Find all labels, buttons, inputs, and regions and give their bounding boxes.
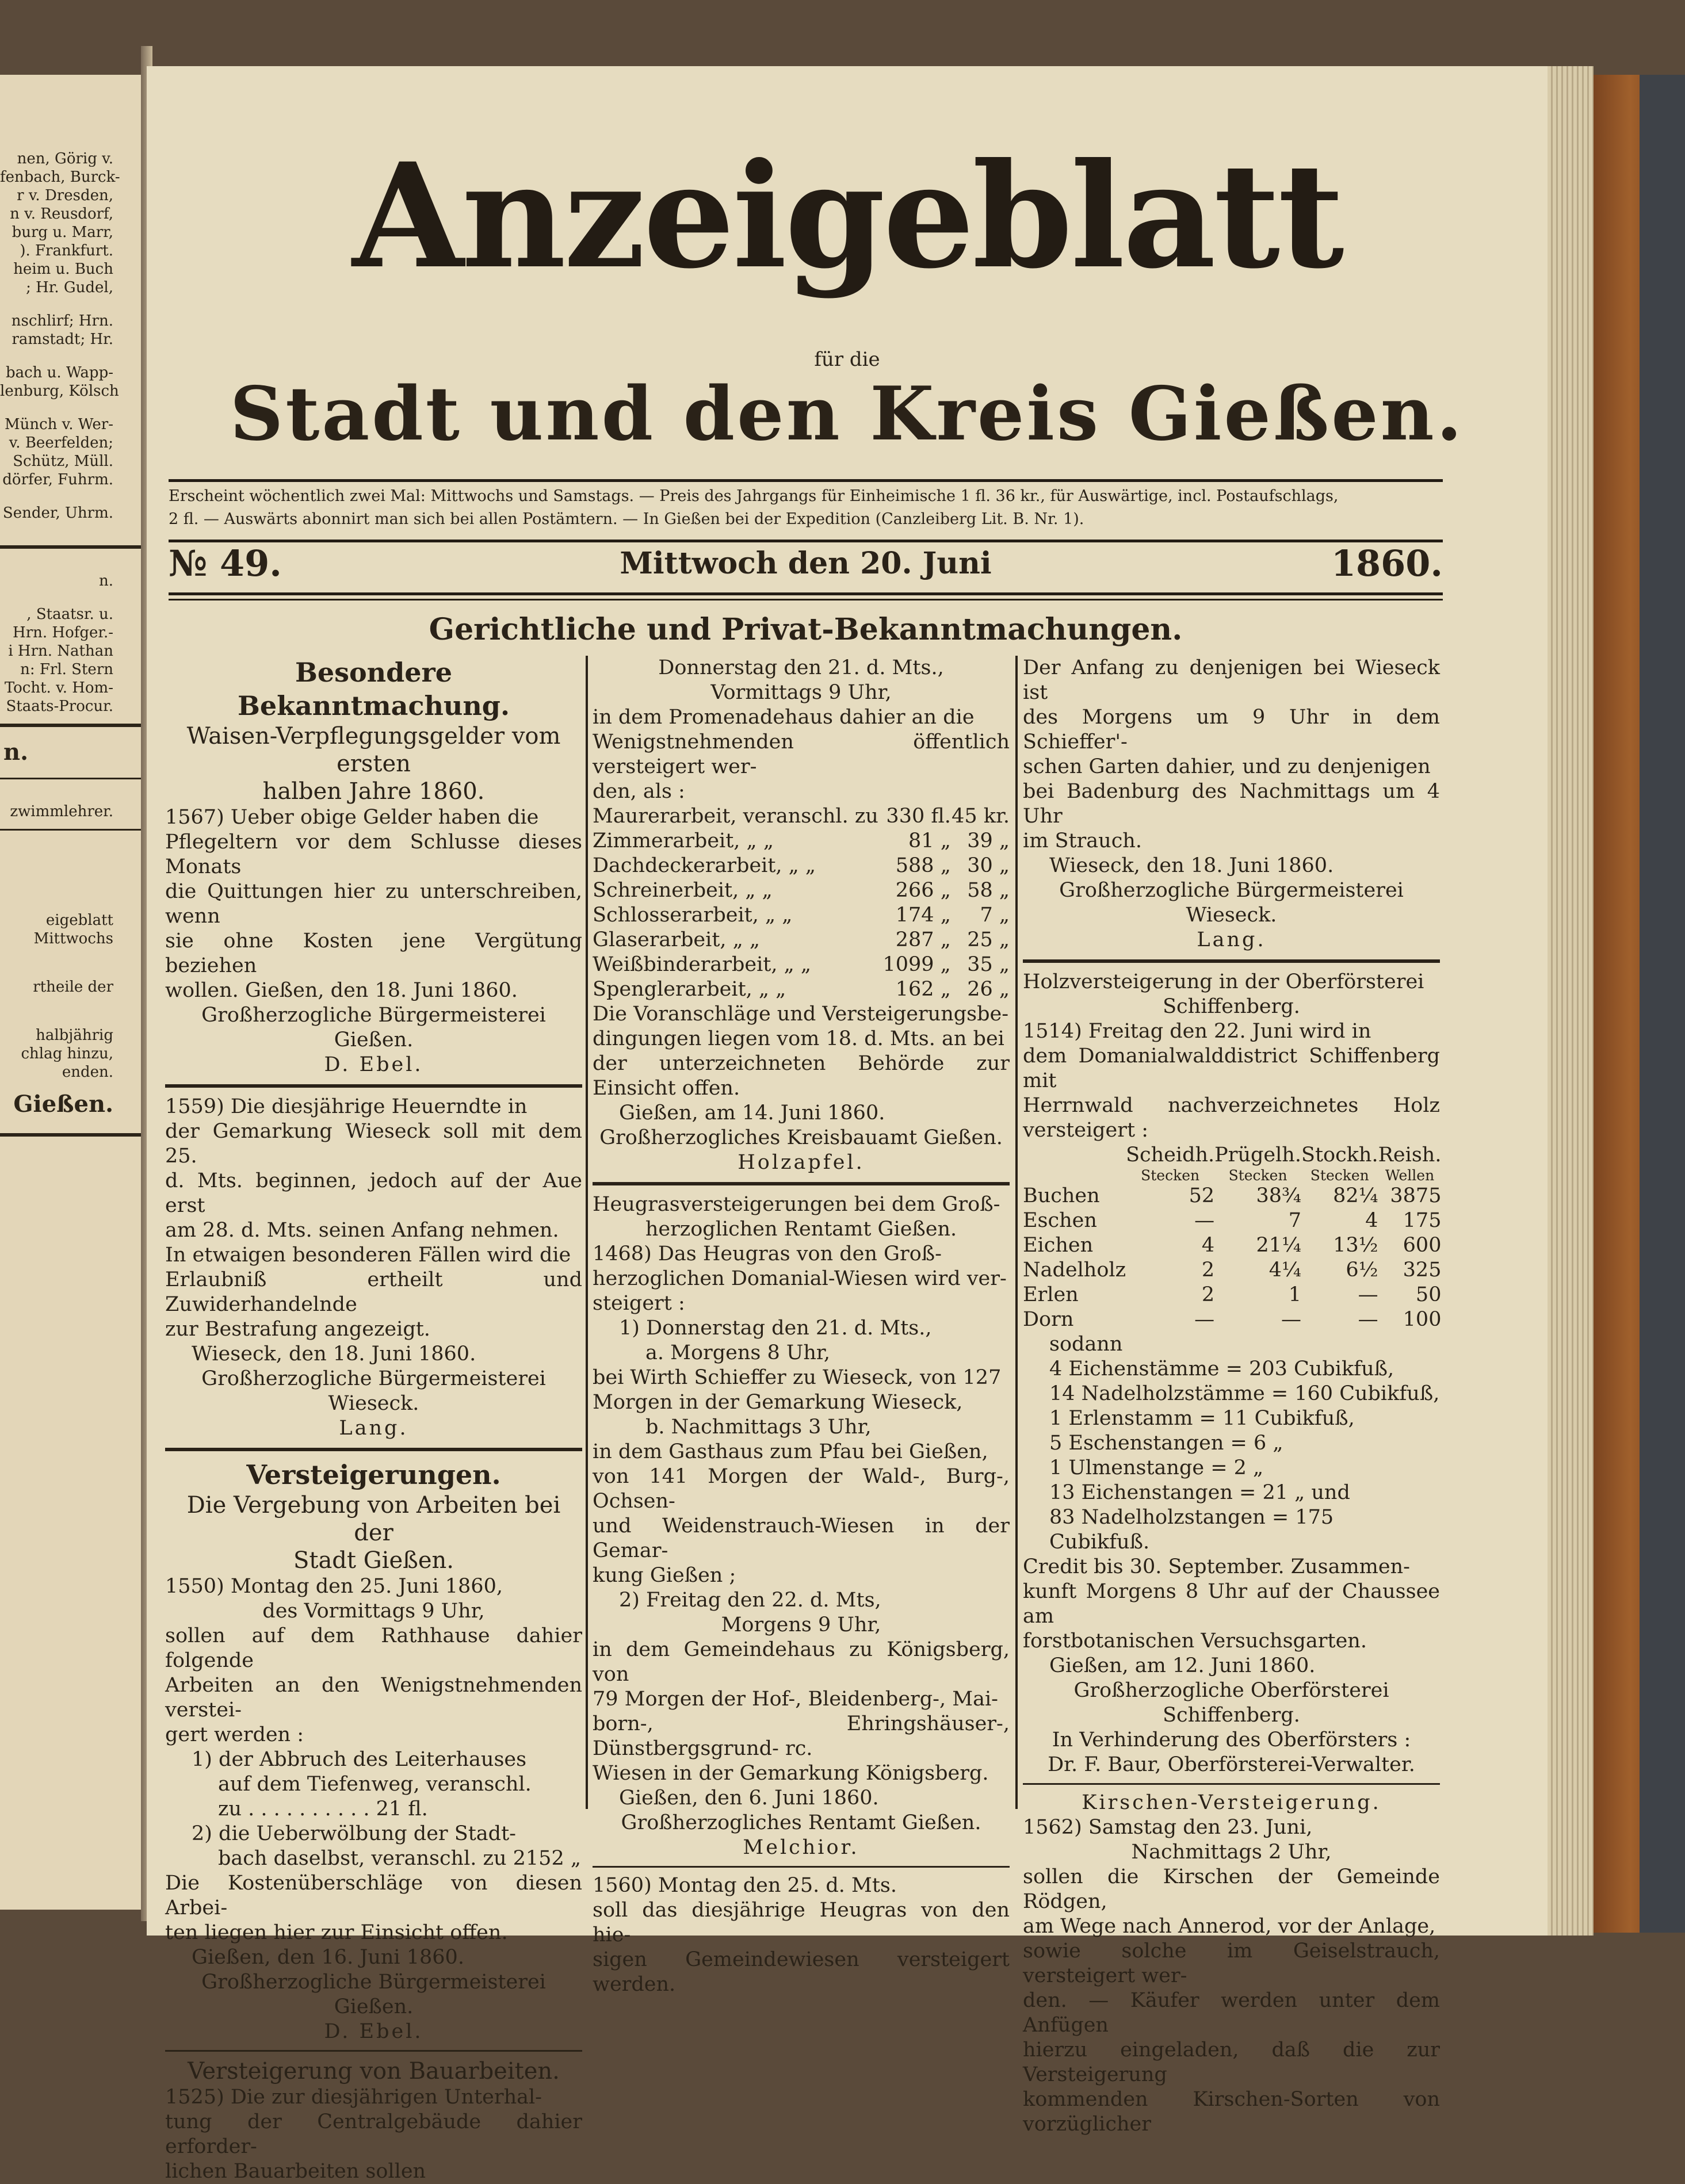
left-page-line: rtheile der bbox=[33, 978, 113, 996]
works-b-cell: 58 „ bbox=[967, 879, 1010, 902]
text-line: 1514) Freitag den 22. Juni wird in bbox=[1023, 1020, 1371, 1043]
termin-text bbox=[593, 705, 1010, 804]
works-name-cell: Maurerarbeit, veranschl. zu bbox=[593, 805, 878, 828]
left-page-line bbox=[0, 400, 141, 415]
works-b-cell: 25 „ bbox=[967, 928, 1010, 951]
holz-cell: 2 bbox=[1201, 1283, 1215, 1306]
signature-office: Großherzogliches Rentamt Gießen. bbox=[621, 1811, 981, 1834]
text-line: in dem Promenadehaus dahier an die bbox=[593, 706, 975, 729]
dateline-rule-bottom-2 bbox=[169, 599, 1443, 600]
works-name-cell: Glaserarbeit, „ „ bbox=[593, 928, 761, 951]
holz-cell: Eschen bbox=[1023, 1209, 1097, 1232]
holz-cell: — bbox=[1194, 1308, 1215, 1331]
works-name-cell: Weißbinderarbeit, „ „ bbox=[593, 953, 812, 976]
left-page-fragment bbox=[0, 75, 146, 1910]
notice-date: Gießen, am 14. Juni 1860. bbox=[619, 1101, 885, 1124]
holz-cell: 3875 bbox=[1390, 1184, 1442, 1207]
left-page-line: r v. Dresden, bbox=[17, 187, 113, 204]
holz-cell: 325 bbox=[1403, 1259, 1442, 1282]
holz-cell: — bbox=[1358, 1283, 1378, 1306]
notice-1550-line-2: des Vormittags 9 Uhr, bbox=[262, 1600, 485, 1623]
left-page-line: v. Beerfelden; bbox=[9, 434, 113, 452]
credit-text bbox=[1023, 1555, 1440, 1654]
text-line: kunft Morgens 8 Uhr auf der Chaussee am bbox=[1023, 1580, 1440, 1628]
signature-name: Lang. bbox=[339, 1417, 408, 1440]
works-b-cell: 7 „ bbox=[980, 904, 1010, 927]
left-page-line: ramstadt; Hr. bbox=[12, 331, 113, 348]
text-line: Pflegeltern vor dem Schlusse dieses Monats bbox=[165, 831, 582, 878]
text-line: von 141 Morgen der Wald-, Burg-, Ochsen- bbox=[593, 1465, 1010, 1513]
text-line: 79 Morgen der Hof-, Bleidenberg-, Mai- bbox=[593, 1688, 998, 1711]
left-page-line: Staats-Procur. bbox=[6, 698, 113, 715]
heugras-term-2: 2) Freitag den 22. d. Mts, bbox=[619, 1589, 881, 1612]
text-line: hierzu eingeladen, daß die zur Versteigerung bbox=[1023, 2038, 1440, 2086]
text-line: sie ohne Kosten jene Vergütung beziehen bbox=[165, 930, 582, 977]
notice-rule bbox=[1023, 1783, 1440, 1785]
table-row bbox=[1023, 1307, 1441, 1332]
text-line: Der Anfang zu denjenigen bei Wieseck ist bbox=[1023, 656, 1440, 704]
works-end-text bbox=[593, 1002, 1010, 1101]
left-page-line: ). Frankfurt. bbox=[20, 242, 113, 259]
text-line: Herrnwald nachverzeichnetes Holz versteigert : bbox=[1023, 1094, 1440, 1142]
text-line: schen Garten dahier, und zu denjenigen bbox=[1023, 755, 1431, 778]
issue-number: № 49. bbox=[169, 542, 282, 584]
dateline-rule-bottom-1 bbox=[169, 592, 1443, 595]
works-a-cell: 1099 „ bbox=[882, 953, 951, 976]
notice-1525 bbox=[165, 2085, 582, 2184]
table-row bbox=[593, 977, 1010, 1002]
holz-cell: 52 bbox=[1189, 1184, 1215, 1207]
holz-cell: Stecken bbox=[1310, 1167, 1369, 1184]
left-page-line: chlag hinzu, bbox=[21, 1045, 113, 1062]
notice-date: Gießen, am 12. Juni 1860. bbox=[1049, 1654, 1316, 1677]
holz-title-1: Holzversteigerung in der Oberförsterei bbox=[1023, 970, 1424, 993]
signature-office: Großherzogliche Bürgermeisterei Wieseck. bbox=[201, 1367, 546, 1415]
holz-cell: 1 bbox=[1288, 1283, 1301, 1306]
text-line: Wenigstnehmenden öffentlich versteigert wer- bbox=[593, 730, 1010, 778]
text-line: sollen auf dem Rathhause dahier folgende bbox=[165, 1624, 582, 1672]
text-line: In etwaigen besonderen Fällen wird die bbox=[165, 1244, 571, 1267]
left-page-big-1: n. bbox=[3, 739, 29, 766]
left-page-line: bach u. Wapp- bbox=[5, 364, 113, 381]
text-line: 5 Eschenstangen = 6 „ bbox=[1049, 1432, 1283, 1455]
heugras-term-1a: a. Morgens 8 Uhr, bbox=[645, 1341, 830, 1364]
table-row bbox=[1023, 1283, 1441, 1307]
text-line: 1468) Das Heugras von den Groß- bbox=[593, 1242, 942, 1265]
works-b-cell: 35 „ bbox=[967, 953, 1010, 976]
text-line: 4 Eichenstämme = 203 Cubikfuß, bbox=[1049, 1357, 1394, 1380]
notice-1550-line-1: 1550) Montag den 25. Juni 1860, bbox=[165, 1575, 503, 1598]
left-page-line: n. bbox=[98, 572, 113, 590]
text-line: und Weidenstrauch-Wiesen in der Gemar- bbox=[593, 1514, 1010, 1562]
text-line: in dem Gemeindehaus zu Königsberg, von bbox=[593, 1638, 1010, 1686]
signature-name: Dr. F. Baur, Oberförsterei-Verwalter. bbox=[1048, 1753, 1415, 1776]
works-a-cell: 174 „ bbox=[895, 904, 951, 927]
holz-table bbox=[1023, 1143, 1441, 1332]
anfang-text bbox=[1023, 656, 1440, 854]
heugras-term-1: 1) Donnerstag den 21. d. Mts., bbox=[619, 1317, 932, 1340]
text-line: sollen die Kirschen der Gemeinde Rödgen, bbox=[1023, 1865, 1440, 1913]
left-page-lines-3 bbox=[0, 802, 141, 821]
left-page-big-2: Gießen. bbox=[13, 1091, 113, 1118]
left-page-line bbox=[0, 349, 141, 364]
text-line: den, als : bbox=[593, 780, 685, 803]
holz-cell: Reish. bbox=[1378, 1143, 1442, 1166]
left-page-lines-4 bbox=[0, 911, 141, 1081]
notice-1562 bbox=[1023, 1865, 1440, 2137]
vergebung-title-2: Stadt Gießen. bbox=[293, 1547, 454, 1574]
left-page-rule bbox=[0, 829, 141, 831]
text-line: am Wege nach Annerod, vor der Anlage, bbox=[1023, 1915, 1436, 1938]
table-row bbox=[593, 903, 1010, 928]
left-page-line bbox=[0, 996, 141, 1011]
kirschen-title: Kirschen-Versteigerung. bbox=[1082, 1791, 1381, 1814]
holz-cell: 82¼ bbox=[1333, 1184, 1378, 1207]
left-page-lines-2 bbox=[0, 572, 141, 716]
holz-cell: 21¼ bbox=[1256, 1234, 1301, 1257]
signature-name: D. Ebel. bbox=[324, 1053, 423, 1076]
termin-line-1: Donnerstag den 21. d. Mts., bbox=[658, 656, 944, 679]
notice-rule bbox=[593, 1866, 1010, 1868]
text-line: den. — Käufer werden unter dem Anfügen bbox=[1023, 1989, 1440, 2037]
holz-cell: 38¾ bbox=[1256, 1184, 1301, 1207]
text-line: am 28. d. Mts. seinen Anfang nehmen. bbox=[165, 1219, 559, 1242]
notice-1468 bbox=[593, 1242, 1010, 1316]
left-page-line: , Staatsr. u. bbox=[26, 606, 113, 623]
table-row bbox=[1023, 1258, 1441, 1283]
notice-1514 bbox=[1023, 1019, 1440, 1143]
bauarbeiten-title: Versteigerung von Bauarbeiten. bbox=[188, 2058, 560, 2084]
notice-date: Wieseck, den 18. Juni 1860. bbox=[192, 1342, 476, 1366]
heading-besondere: Besondere Bekanntmachung. bbox=[238, 657, 510, 721]
left-page-rule bbox=[0, 778, 141, 779]
text-line: dingungen liegen vom 18. d. Mts. an bei bbox=[593, 1027, 1004, 1050]
works-b-cell: 26 „ bbox=[967, 978, 1010, 1001]
masthead-title: Anzeigeblatt bbox=[352, 131, 1342, 300]
left-page-line: Hrn. Hofger.- bbox=[13, 624, 113, 641]
left-page-line: Tocht. v. Hom- bbox=[4, 679, 113, 697]
text-line: lichen Bauarbeiten sollen bbox=[165, 2160, 426, 2183]
text-line: der Gemarkung Wieseck soll mit dem 25. bbox=[165, 1120, 582, 1168]
left-page-line bbox=[0, 948, 141, 963]
dateline-rule-top bbox=[169, 540, 1443, 542]
notice-1562-line-2: Nachmittags 2 Uhr, bbox=[1131, 1841, 1332, 1864]
text-line: forstbotanischen Versuchsgarten. bbox=[1023, 1630, 1367, 1653]
holz-cell: — bbox=[1358, 1308, 1378, 1331]
holz-cell: 4 bbox=[1201, 1234, 1215, 1257]
works-b-cell: 30 „ bbox=[967, 854, 1010, 877]
table-row bbox=[593, 878, 1010, 903]
works-name-cell: Schlosserarbeit, „ „ bbox=[593, 904, 793, 927]
text-line: sigen Gemeindewiesen versteigert werden. bbox=[593, 1948, 1010, 1996]
table-row bbox=[1023, 1184, 1441, 1208]
left-page-line: n v. Reusdorf, bbox=[10, 205, 113, 223]
table-row bbox=[1023, 1168, 1441, 1184]
notice-rule bbox=[165, 1448, 582, 1451]
holz-cell: Buchen bbox=[1023, 1184, 1100, 1207]
signature-office: Großherzogliche Bürgermeisterei Gießen. bbox=[201, 1004, 546, 1051]
left-page-line: Sender, Uhrm. bbox=[2, 504, 113, 522]
works-name-cell: Schreinerbeit, „ „ bbox=[593, 879, 773, 902]
holz-cell: 6½ bbox=[1346, 1259, 1378, 1282]
text-line: gert werden : bbox=[165, 1723, 304, 1746]
left-page-line: heim u. Buch bbox=[13, 261, 113, 278]
item-1-line-1: 1) der Abbruch des Leiterhauses bbox=[192, 1748, 527, 1771]
works-name-cell: Dachdeckerarbeit, „ „ bbox=[593, 854, 816, 877]
text-line: bei Wirth Schieffer zu Wieseck, von 127 bbox=[593, 1366, 1002, 1389]
text-line: im Strauch. bbox=[1023, 829, 1142, 852]
holz-cell: 600 bbox=[1403, 1234, 1442, 1257]
holz-cell: Stecken bbox=[1141, 1167, 1200, 1184]
signature-name: Lang. bbox=[1197, 928, 1266, 951]
text-line: ten liegen hier zur Einsicht offen. bbox=[165, 1921, 508, 1944]
left-page-line: lenburg, Kölsch bbox=[0, 383, 119, 400]
left-page-line: Mittwochs bbox=[33, 930, 113, 947]
signature-deputy: In Verhinderung des Oberförsters : bbox=[1052, 1728, 1411, 1751]
left-page-line bbox=[0, 963, 141, 978]
text-line: Die Voranschläge und Versteigerungsbe- bbox=[593, 1003, 1009, 1026]
holz-cell: Stecken bbox=[1228, 1167, 1287, 1184]
holz-cell: — bbox=[1281, 1308, 1301, 1331]
text-line: 1567) Ueber obige Gelder haben die bbox=[165, 806, 539, 829]
text-line: Die Kostenüberschläge von diesen Arbei- bbox=[165, 1872, 582, 1919]
table-row bbox=[593, 953, 1010, 977]
holz-cell: 13½ bbox=[1333, 1234, 1378, 1257]
section-title: Gerichtliche und Privat-Bekanntmachungen. bbox=[429, 612, 1183, 647]
issue-year: 1860. bbox=[1331, 542, 1443, 584]
text-line: des Morgens um 9 Uhr in dem Schieffer'- bbox=[1023, 706, 1440, 754]
holz-cell: — bbox=[1194, 1209, 1215, 1232]
masthead-subtitle: Stadt und den Kreis Gießen. bbox=[230, 371, 1465, 457]
text-line: Morgen in der Gemarkung Wieseck, bbox=[593, 1391, 963, 1414]
text-line: bei Badenburg des Nachmittags um 4 Uhr bbox=[1023, 780, 1440, 828]
text-line: 1525) Die zur diesjährigen Unterhal- bbox=[165, 2086, 542, 2109]
heugras-term-2a: Morgens 9 Uhr, bbox=[721, 1613, 881, 1636]
heugras-term-1b: b. Nachmittags 3 Uhr, bbox=[645, 1416, 872, 1439]
termin-line-2: Vormittags 9 Uhr, bbox=[710, 681, 892, 704]
heugras-term-2-text bbox=[593, 1638, 1010, 1786]
holz-title-2: Schiffenberg. bbox=[1163, 995, 1300, 1018]
notice-rule bbox=[593, 1182, 1010, 1185]
left-page-line: nen, Görig v. bbox=[17, 150, 113, 167]
holz-cell: 100 bbox=[1403, 1308, 1442, 1331]
table-row bbox=[593, 854, 1010, 878]
text-line: die Quittungen hier zu unterschreiben, wenn bbox=[165, 880, 582, 928]
table-row bbox=[593, 804, 1010, 829]
notice-1559 bbox=[165, 1095, 582, 1342]
left-page-line: dörfer, Fuhrm. bbox=[2, 471, 113, 488]
signature-name: D. Ebel. bbox=[324, 2020, 423, 2043]
table-row bbox=[1023, 1233, 1441, 1258]
text-line: dem Domanialwalddistrict Schiffenberg mit bbox=[1023, 1045, 1440, 1092]
left-page-line: i Hrn. Nathan bbox=[8, 642, 113, 660]
holz-cell: 7 bbox=[1288, 1209, 1301, 1232]
text-line: sowie solche im Geiselstrauch, versteigert wer- bbox=[1023, 1940, 1440, 1987]
holz-cell: Erlen bbox=[1023, 1283, 1079, 1306]
text-line: 83 Nadelholzstangen = 175 Cubikfuß. bbox=[1049, 1506, 1334, 1554]
works-a-cell: 81 „ bbox=[908, 829, 951, 852]
left-page-line: Münch v. Wer- bbox=[4, 416, 113, 433]
item-2-line-2: bach daselbst, veranschl. zu 2152 „ bbox=[218, 1847, 581, 1870]
column-divider-2 bbox=[1015, 656, 1018, 1809]
text-line: wollen. Gießen, den 18. Juni 1860. bbox=[165, 979, 518, 1002]
left-page-line bbox=[0, 590, 141, 605]
text-line: Erlaubniß ertheilt und Zuwiderhandelnde bbox=[165, 1268, 582, 1316]
notice-1562-line-1: 1562) Samstag den 23. Juni, bbox=[1023, 1816, 1313, 1839]
notice-rule bbox=[1023, 959, 1440, 963]
subscription-info-line-2: 2 fl. — Auswärts abonnirt man sich bei allen Postämtern. — In Gießen bei der Expedition (Canzleiberg Lit. B. Nr. 1). bbox=[169, 510, 1084, 528]
text-line: 1 Ulmenstange = 2 „ bbox=[1049, 1456, 1264, 1479]
holz-cell: Eichen bbox=[1023, 1234, 1094, 1257]
table-row bbox=[1023, 1208, 1441, 1233]
holz-cell: Wellen bbox=[1385, 1167, 1435, 1184]
text-line: 13 Eichenstangen = 21 „ und bbox=[1049, 1481, 1350, 1504]
left-page-line: eigeblatt bbox=[45, 912, 113, 929]
left-page-line bbox=[0, 489, 141, 504]
table-row bbox=[593, 829, 1010, 854]
item-1-line-3: zu . . . . . . . . . . 21 fl. bbox=[218, 1797, 428, 1820]
left-page-line: zwimmlehrer. bbox=[10, 803, 113, 820]
text-line: herzoglichen Domanial-Wiesen wird ver- bbox=[593, 1267, 1007, 1290]
holz-cell: Stockh. bbox=[1301, 1143, 1378, 1166]
text-line: kommenden Kirschen-Sorten von vorzüglicher bbox=[1023, 2088, 1440, 2136]
text-line: 1 Erlenstamm = 11 Cubikfuß, bbox=[1049, 1407, 1355, 1430]
heugras-title-1: Heugrasversteigerungen bei dem Groß- bbox=[593, 1193, 1000, 1216]
heugras-term-1a-text bbox=[593, 1366, 1010, 1415]
notice-1550-end bbox=[165, 1871, 582, 1945]
notice-date: Gießen, den 16. Juni 1860. bbox=[192, 1946, 464, 1969]
text-line: Credit bis 30. September. Zusammen- bbox=[1023, 1555, 1410, 1578]
masthead-fuer-die: für die bbox=[814, 348, 880, 371]
left-page-line: burg u. Marr, bbox=[12, 224, 113, 241]
subscription-info-line-1: Erscheint wöchentlich zwei Mal: Mittwochs und Samstags. — Preis des Jahrgangs für Einheimische 1 fl. 36 kr., für Auswärtige, incl. Postaufschlags, bbox=[169, 487, 1339, 505]
masthead-rule bbox=[169, 479, 1443, 482]
notice-1560 bbox=[593, 1873, 1010, 1997]
left-page-line bbox=[0, 1011, 141, 1026]
column-2 bbox=[593, 656, 1010, 1996]
signature-office: Großherzogliche Oberförsterei Schiffenberg. bbox=[1073, 1679, 1389, 1727]
holz-cell: 4 bbox=[1365, 1209, 1378, 1232]
holz-cell: Nadelholz bbox=[1023, 1259, 1126, 1282]
text-line: 1560) Montag den 25. d. Mts. bbox=[593, 1874, 897, 1897]
waisen-title-1: Waisen-Verpflegungsgelder vom ersten bbox=[186, 723, 561, 777]
works-a-cell: 287 „ bbox=[895, 928, 951, 951]
text-line: 14 Nadelholzstämme = 160 Cubikfuß, bbox=[1049, 1382, 1440, 1405]
text-line: d. Mts. beginnen, jedoch auf der Aue erst bbox=[165, 1169, 582, 1217]
book-cover-strip bbox=[1640, 75, 1685, 1933]
sodann: sodann bbox=[1049, 1333, 1123, 1356]
holz-cell: Prügelh. bbox=[1214, 1143, 1301, 1166]
notice-1567 bbox=[165, 805, 582, 1003]
works-name-cell: Spenglerarbeit, „ „ bbox=[593, 978, 786, 1001]
left-page-line: n: Frl. Stern bbox=[20, 661, 113, 678]
left-page-rule bbox=[0, 1133, 141, 1137]
text-line: der unterzeichneten Behörde zur Einsicht offen. bbox=[593, 1052, 1010, 1100]
holz-cell: Scheidh. bbox=[1126, 1143, 1215, 1166]
waisen-title-2: halben Jahre 1860. bbox=[262, 778, 485, 805]
text-line: zur Bestrafung angezeigt. bbox=[165, 1318, 430, 1341]
dateline bbox=[169, 544, 1443, 584]
works-a-cell: 330 fl. bbox=[886, 805, 951, 828]
left-page-rule bbox=[0, 545, 141, 549]
signature-office: Großherzogliche Bürgermeisterei Gießen. bbox=[201, 1971, 546, 2018]
issue-date: Mittwoch den 20. Juni bbox=[620, 546, 992, 581]
column-divider-1 bbox=[586, 656, 588, 1809]
heading-versteigerungen: Versteigerungen. bbox=[246, 1459, 501, 1490]
text-line: tung der Centralgebäude dahier erforder- bbox=[165, 2110, 582, 2158]
left-page-line: ; Hr. Gudel, bbox=[26, 279, 113, 296]
holz-cell: Dorn bbox=[1023, 1308, 1074, 1331]
text-line: soll das diesjährige Heugras von den hie- bbox=[593, 1899, 1010, 1946]
text-line: in dem Gasthaus zum Pfau bei Gießen, bbox=[593, 1440, 988, 1463]
text-line: kung Gießen ; bbox=[593, 1564, 736, 1587]
notice-rule bbox=[165, 1084, 582, 1088]
holz-cell: 2 bbox=[1201, 1259, 1215, 1282]
works-a-cell: 266 „ bbox=[895, 879, 951, 902]
vergebung-title-1: Die Vergebung von Arbeiten bei der bbox=[186, 1492, 561, 1546]
notice-date: Wieseck, den 18. Juni 1860. bbox=[1049, 854, 1334, 877]
works-b-cell: 39 „ bbox=[967, 829, 1010, 852]
works-name-cell: Zimmerarbeit, „ „ bbox=[593, 829, 774, 852]
page-edges bbox=[1548, 66, 1594, 1936]
holz-cell: 175 bbox=[1403, 1209, 1442, 1232]
left-page-line: Schütz, Müll. bbox=[13, 453, 113, 470]
left-page-line: enden. bbox=[62, 1064, 113, 1081]
works-b-cell: 45 kr. bbox=[952, 805, 1010, 828]
heugras-term-1b-text bbox=[593, 1440, 1010, 1588]
stems-list bbox=[1023, 1357, 1440, 1555]
holz-cell bbox=[1023, 1143, 1126, 1168]
holz-cell: 50 bbox=[1415, 1283, 1442, 1306]
works-table bbox=[593, 804, 1010, 1002]
works-a-cell: 588 „ bbox=[895, 854, 951, 877]
column-1 bbox=[165, 656, 582, 2183]
item-2-line-1: 2) die Ueberwölbung der Stadt- bbox=[192, 1822, 516, 1845]
signature-name: Holzapfel. bbox=[738, 1151, 865, 1174]
notice-date: Gießen, den 6. Juni 1860. bbox=[619, 1787, 879, 1810]
item-1-line-2: auf dem Tiefenweg, veranschl. bbox=[218, 1773, 532, 1796]
heugras-title-2: herzoglichen Rentamt Gießen. bbox=[645, 1218, 957, 1241]
signature-name: Melchior. bbox=[743, 1836, 859, 1859]
table-row bbox=[593, 928, 1010, 953]
notice-rule bbox=[165, 2050, 582, 2052]
table-row bbox=[1023, 1143, 1441, 1168]
text-line: steigert : bbox=[593, 1292, 685, 1315]
holz-cell bbox=[1023, 1168, 1126, 1184]
text-line: 1559) Die diesjährige Heuerndte in bbox=[165, 1095, 528, 1118]
column-3 bbox=[1023, 656, 1442, 2136]
signature-office: Großherzogliches Kreisbauamt Gießen. bbox=[599, 1126, 1003, 1149]
left-page-lines-1 bbox=[0, 150, 141, 522]
notice-1550 bbox=[165, 1624, 582, 1747]
text-line: Arbeiten an den Wenigstnehmenden verstei- bbox=[165, 1674, 582, 1722]
text-line: Wiesen in der Gemarkung Königsberg. bbox=[593, 1762, 989, 1785]
left-page-line: nschlirf; Hrn. bbox=[11, 312, 113, 330]
left-page-line: halbjährig bbox=[36, 1027, 113, 1044]
signature-office: Großherzogliche Bürgermeisterei Wieseck. bbox=[1059, 879, 1404, 927]
text-line: born-, Ehringshäuser-, Dünstbergsgrund- rc. bbox=[593, 1712, 1010, 1760]
left-page-line: fenbach, Burck- bbox=[0, 169, 120, 186]
holz-cell: 4¼ bbox=[1268, 1259, 1301, 1282]
works-a-cell: 162 „ bbox=[895, 978, 951, 1001]
left-page-line bbox=[0, 297, 141, 312]
left-page-rule bbox=[0, 724, 141, 727]
